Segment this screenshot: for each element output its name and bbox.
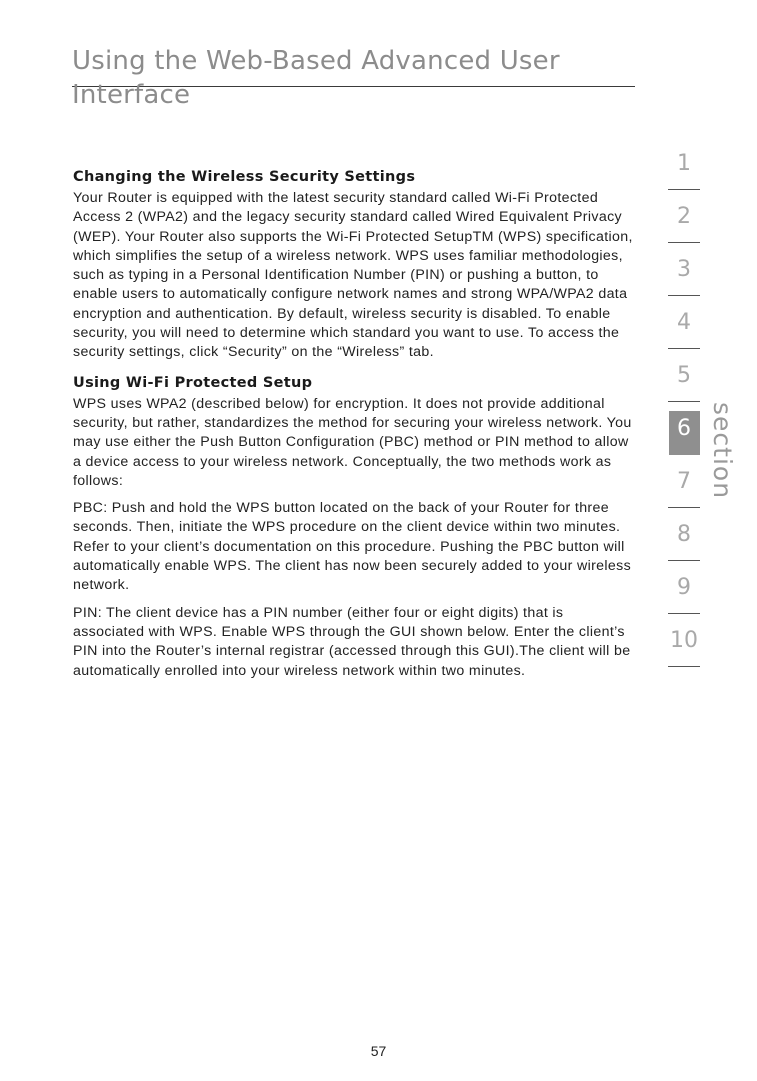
section-number: 1 [677, 150, 691, 176]
section-heading: Using Wi-Fi Protected Setup [73, 374, 313, 391]
paragraph: PIN: The client device has a PIN number (either four or eight digits) that is associated with WPS. Enable WPS through the GUI shown below. Enter the client’s PIN into the Router’s internal registrar (accessed through this GUI).The client will be automatically enrolled into your wireless network within two minutes. [73, 604, 631, 679]
section-tab-6-active[interactable] [668, 403, 700, 455]
section-tab-1[interactable] [668, 138, 700, 190]
section-label [697, 402, 737, 500]
section-heading: Changing the Wireless Security Settings [73, 169, 416, 185]
section-nav [668, 138, 700, 668]
section-number: 4 [677, 309, 691, 335]
paragraph: Your Router is equipped with the latest security standard called Wi-Fi Protected Access 2 (WPA2) and the legacy security standard called Wired Equivalent Privacy (WEP). Your Router also supports the Wi-Fi Protected SetupTM (WPS) specification, which simplifies the setup of a wireless network. WPS uses familiar methodologies, such as typing in a Personal Identification Number (PIN) or pushing a button, to enable users to automatically configure network names and strong WPA/WPA2 data encryption and authentication. By default, wireless security is disabled. To enable security, you will need to determine which standard you want to use. To access the security settings, click “Security” on the “Wireless” tab. [73, 190, 633, 361]
page-header [72, 44, 635, 110]
page-title: Using the Web-Based Advanced User Interface [72, 46, 560, 110]
section-tab-4[interactable] [668, 297, 700, 349]
section-tab-5[interactable] [668, 350, 700, 402]
section-tab-8[interactable] [668, 509, 700, 561]
section-number: 3 [677, 256, 691, 282]
section-number: 2 [677, 203, 691, 229]
section-tab-2[interactable] [668, 191, 700, 243]
section-number: 10 [670, 627, 698, 653]
section-number: 8 [677, 521, 691, 547]
section-number: 6 [677, 416, 691, 441]
section-label-text: section [708, 402, 737, 500]
page-number: 57 [370, 1043, 387, 1059]
section-tab-9[interactable] [668, 562, 700, 614]
section-tab-10[interactable] [668, 615, 700, 667]
section-tab-7[interactable] [668, 456, 700, 508]
section-tab-3[interactable] [668, 244, 700, 296]
paragraph: PBC: Push and hold the WPS button located on the back of your Router for three seconds. Then, initiate the WPS procedure on the client device within two minutes. Refer to your client’s documentation on this procedure. Pushing the PBC button will automatically enable WPS. The client has now been securely added to your wireless network. [73, 500, 632, 594]
main-content [73, 167, 638, 681]
section-number: 9 [677, 574, 691, 600]
section-number: 5 [677, 362, 691, 388]
section-number: 7 [677, 468, 691, 494]
paragraph: WPS uses WPA2 (described below) for encryption. It does not provide additional security, but rather, standardizes the method for securing your wireless network. You may use either the Push Button Configuration (PBC) method or PIN method to allow a device access to your wireless network. Conceptually, the two methods work as follows: [73, 395, 632, 489]
